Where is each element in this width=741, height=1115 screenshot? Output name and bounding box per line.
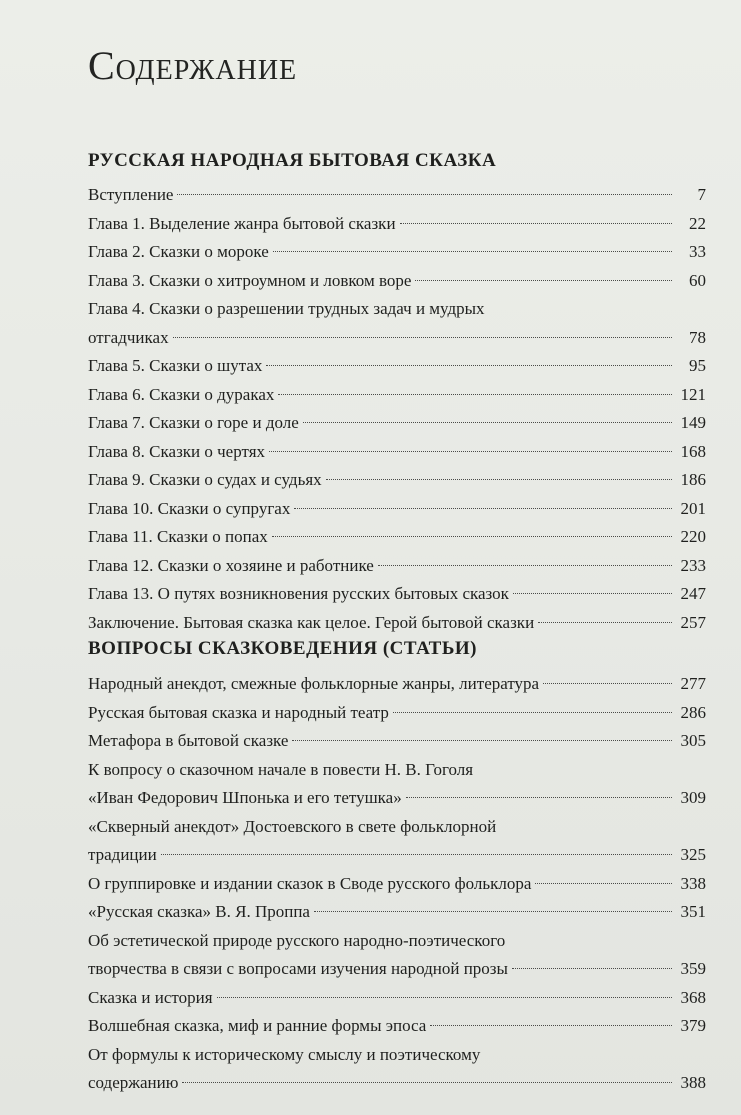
dot-leader [512,968,672,969]
toc-entry-title: творчества в связи с вопросами изучения народной прозы [88,959,508,978]
dot-leader [513,593,672,594]
toc-entry-last-line [88,466,706,495]
toc-entry[interactable] [88,927,706,984]
toc-entry[interactable] [88,267,706,296]
dot-leader [543,683,672,684]
toc-entry-page-number: 22 [689,213,706,233]
toc-entry-page-number: 220 [680,527,706,546]
dot-leader [535,883,672,884]
toc-entry[interactable] [88,295,706,352]
toc-entry-last-line [88,1012,706,1041]
toc-entry-title: Глава 12. Сказки о хозяине и работнике [88,555,374,575]
toc-entry[interactable] [88,699,706,728]
toc-entry-title: «Иван Федорович Шпонька и его тетушка» [88,788,402,807]
dot-leader [272,536,672,537]
toc-entry-page-number: 351 [680,902,706,921]
toc-entry-title: отгадчиках [88,327,169,347]
toc-entry-page-number: 305 [680,731,706,750]
toc-entry[interactable] [88,438,706,467]
toc-entry-last-line [88,580,706,609]
toc-entry-title-line: Об эстетической природе русского народно-поэтического [88,930,506,950]
dot-leader [273,251,672,252]
toc-entry[interactable] [88,1041,706,1098]
toc-entry-last-line [88,727,706,756]
toc-entry-last-line [88,409,706,438]
toc-entry-last-line [88,181,706,210]
page-title: Содержание [88,43,298,88]
dot-leader [415,280,672,281]
toc-entry-title: Глава 8. Сказки о чертях [88,441,266,461]
dot-leader [161,854,672,855]
dot-leader [393,712,672,713]
toc-entry-page-number: 325 [680,845,706,864]
toc-entry-title: традиции [88,845,157,864]
toc-entry-title: Глава 2. Сказки о мороке [88,242,269,261]
toc-entry[interactable] [88,609,706,638]
toc-entry-page-number: 286 [680,702,706,722]
toc-entry-page-number: 257 [680,612,706,632]
toc-entry-page-number: 388 [680,1073,706,1092]
toc-entry-page-number: 168 [680,441,706,461]
toc-entry-last-line [88,552,706,581]
toc-entry[interactable] [88,238,706,267]
toc-entry-page-number: 233 [680,555,706,575]
toc-entry-last-line [88,898,706,927]
toc-entry[interactable] [88,898,706,927]
toc-entry-page-number: 149 [680,413,706,432]
toc-entry-title: Глава 1. Выделение жанра бытовой сказки [88,213,396,233]
toc-entry-title: Русская бытовая сказка и народный театр [88,702,389,722]
toc-entry[interactable] [88,580,706,609]
toc-entry[interactable] [88,727,706,756]
toc-entry-title: Глава 11. Сказки о попах [88,527,268,546]
section-heading-2: ВОПРОСЫ СКАЗКОВЕДЕНИЯ (СТАТЬИ) [88,638,478,659]
dot-leader [400,223,672,224]
toc-entry-title: содержанию [88,1073,179,1092]
toc-entry[interactable] [88,984,706,1013]
toc-entry-title: Сказка и история [88,987,213,1007]
dot-leader [182,1082,672,1083]
toc-entry-title: Волшебная сказка, миф и ранние формы эпоса [88,1016,427,1035]
toc-entry[interactable] [88,466,706,495]
toc-entry-title: О группировке и издании сказок в Своде русского фольклора [88,873,532,893]
toc-entry-last-line [88,1069,706,1098]
toc-entry-page-number: 33 [689,242,706,261]
toc-entry[interactable] [88,352,706,381]
toc-entry-page-number: 359 [680,959,706,978]
dot-leader [314,911,672,912]
toc-entry-title-line: К вопросу о сказочном начале в повести Н. В. Гоголя [88,759,474,779]
toc-entry-last-line [88,267,706,296]
toc-entry-title-line: «Скверный анекдот» Достоевского в свете фольклорной [88,816,497,836]
toc-entry-title: Народный анекдот, смежные фольклорные жанры, литература [88,674,540,693]
toc-entry-title: Метафора в бытовой сказке [88,731,289,750]
toc-entry[interactable] [88,870,706,899]
toc-entry-page-number: 121 [680,384,706,404]
dot-leader [173,337,672,338]
toc-entry[interactable] [88,552,706,581]
toc-entry-last-line [88,495,706,524]
toc-entry-title: Глава 10. Сказки о супругах [88,498,291,518]
dot-leader [269,451,672,452]
toc-entry[interactable] [88,813,706,870]
toc-entry-title: Глава 7. Сказки о горе и доле [88,413,299,432]
dot-leader [294,508,672,509]
toc-entry-page-number: 7 [697,185,706,204]
toc-entry-last-line [88,352,706,381]
toc-entry-page-number: 368 [680,987,706,1007]
dot-leader [266,365,672,366]
toc-entry-last-line [88,210,706,239]
toc-entry-last-line [88,523,706,552]
dot-leader [303,422,672,423]
dot-leader [177,194,672,195]
toc-entry-title-line: От формулы к историческому смыслу и поэтическому [88,1044,481,1064]
toc-entry[interactable] [88,670,706,699]
toc-entry[interactable] [88,495,706,524]
toc-entry-title: Глава 13. О путях возникновения русских бытовых сказок [88,584,509,603]
dot-leader [430,1025,672,1026]
toc-entry-page-number: 78 [689,327,706,347]
toc-entry-last-line [88,438,706,467]
toc-entry[interactable] [88,181,706,210]
toc-entry-page-number: 309 [680,788,706,807]
dot-leader [278,394,672,395]
toc-entry-title: Глава 3. Сказки о хитроумном и ловком воре [88,270,412,290]
toc-entry-title: Заключение. Бытовая сказка как целое. Герой бытовой сказки [88,612,535,632]
toc-entry[interactable] [88,210,706,239]
toc-entry-page-number: 379 [680,1016,706,1035]
toc-entry-page-number: 338 [680,873,706,893]
toc-entry-title: Вступление [88,185,174,204]
toc-entry-last-line [88,609,706,638]
toc-entry[interactable] [88,756,706,813]
toc-entry-page-number: 201 [680,498,706,518]
toc-entry-last-line [88,324,706,353]
toc-entry-page-number: 247 [680,584,706,603]
toc-entry-page-number: 277 [680,674,706,693]
dot-leader [406,797,672,798]
toc-entry-last-line [88,984,706,1013]
section-heading-1: РУССКАЯ НАРОДНАЯ БЫТОВАЯ СКАЗКА [88,150,497,171]
toc-entry[interactable] [88,523,706,552]
toc-entry-title: Глава 5. Сказки о шутах [88,356,263,375]
toc-entry-page-number: 60 [689,270,706,290]
toc-entry-last-line [88,670,706,699]
toc-section-1 [88,181,706,637]
toc-entry-title: «Русская сказка» В. Я. Проппа [88,902,310,921]
dot-leader [217,997,672,998]
toc-entry-last-line [88,870,706,899]
toc-entry-last-line [88,784,706,813]
toc-entry-page-number: 186 [680,470,706,489]
dot-leader [538,622,672,623]
toc-entry[interactable] [88,381,706,410]
dot-leader [292,740,672,741]
toc-entry-last-line [88,841,706,870]
dot-leader [326,479,672,480]
toc-entry-title-line: Глава 4. Сказки о разрешении трудных задач и мудрых [88,299,485,318]
toc-entry-last-line [88,238,706,267]
toc-entry-title: Глава 9. Сказки о судах и судьях [88,470,322,489]
toc-entry[interactable] [88,1012,706,1041]
toc-entry-last-line [88,381,706,410]
dot-leader [378,565,672,566]
toc-section-2 [88,670,706,1098]
toc-entry-last-line [88,699,706,728]
toc-entry-last-line [88,955,706,984]
toc-entry[interactable] [88,409,706,438]
toc-entry-page-number: 95 [689,356,706,375]
toc-entry-title: Глава 6. Сказки о дураках [88,384,275,404]
